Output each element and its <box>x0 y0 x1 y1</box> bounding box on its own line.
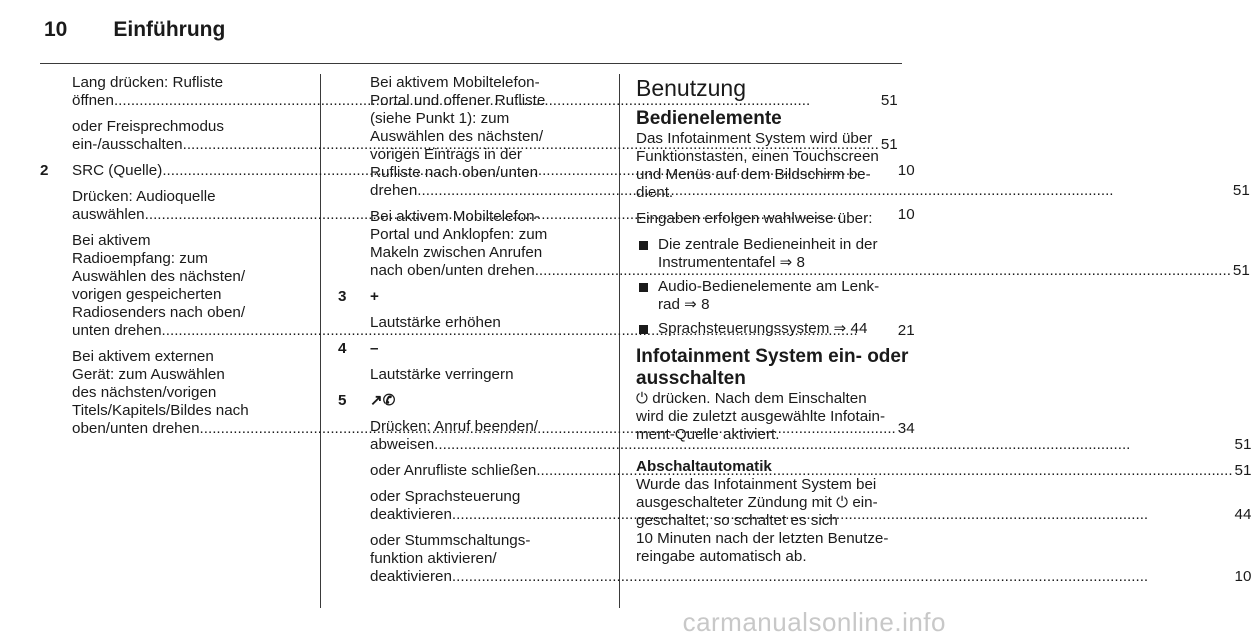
control-label: + <box>370 288 379 305</box>
power-line: ment-Quelle aktiviert. <box>636 426 780 443</box>
reference-text: ein-/ausschalten <box>72 136 183 153</box>
legend-entry <box>338 340 603 384</box>
text-line: Bei aktivem Mobiltelefon- <box>370 74 540 91</box>
intro-line: dient. <box>636 184 674 201</box>
bullet-list <box>636 236 904 338</box>
entry-number: 4 <box>338 340 347 357</box>
auto-line: ausgeschalteter Zündung mit ⏻ ein- <box>636 494 878 511</box>
entry-number <box>338 74 370 280</box>
text-line: oder Stummschaltungs- <box>370 532 531 549</box>
text-line: Makeln zwischen Anrufen <box>370 244 543 261</box>
subheading-abschaltautomatik: Abschaltautomatik <box>636 458 772 475</box>
intro-line: und Menüs auf dem Bildschirm be- <box>636 166 871 183</box>
section-heading-benutzung: Benutzung <box>636 75 746 101</box>
text-line: Lang drücken: Rufliste <box>72 74 224 91</box>
entry-paragraph <box>370 366 603 384</box>
bullet-line: rad ⇒ 8 <box>658 296 710 313</box>
page-reference-number[interactable]: 10 <box>1234 568 1251 585</box>
reference-text: oder Anrufliste schließen <box>370 462 537 479</box>
subheading-ein-ausschalten <box>636 346 909 390</box>
text-line: (siehe Punkt 1): zum <box>370 110 510 127</box>
text-line: Bei aktivem Mobiltelefon- <box>370 208 540 225</box>
page-reference-number[interactable]: 51 <box>1232 262 1250 279</box>
auto-line: Wurde das Infotainment System bei <box>636 476 877 493</box>
subheading-bedienelemente: Bedienelemente <box>636 108 782 129</box>
text-line: oder Sprachsteuerung <box>370 488 521 505</box>
bullet-item <box>636 278 904 314</box>
page-reference-number[interactable]: 10 <box>897 162 915 179</box>
page-reference-number[interactable]: 51 <box>880 136 898 153</box>
control-label: – <box>370 340 379 357</box>
reference-text: öffnen <box>72 92 114 109</box>
entry-body <box>370 340 603 384</box>
page-reference-number[interactable]: 51 <box>1232 182 1250 199</box>
bullet-square-icon <box>639 283 648 292</box>
reference-text: drehen <box>370 182 418 199</box>
text-line: Drücken: Anruf beenden/ <box>370 418 539 435</box>
bullet-line: Instrumententafel ⇒ 8 <box>658 254 805 271</box>
power-line: wird die zuletzt ausgewählte Infotain- <box>636 408 886 425</box>
text-line: vorigen gespeicherten <box>72 286 222 303</box>
page-reference-number[interactable]: 44 <box>1234 506 1251 523</box>
reference-text: oben/unten drehen <box>72 420 200 437</box>
auto-line: geschaltet, so schaltet es sich <box>636 512 838 529</box>
text-line: Auswählen des nächsten/ <box>72 268 246 285</box>
page-number: 10 <box>44 18 68 41</box>
bullet-square-icon <box>639 241 648 250</box>
page-reference-number[interactable]: 51 <box>880 92 898 109</box>
bullet-item <box>636 236 904 272</box>
page-reference-number[interactable]: 34 <box>897 420 915 437</box>
text-line: Radiosenders nach oben/ <box>72 304 246 321</box>
text-line: des nächsten/vorigen <box>72 384 217 401</box>
reference-text: SRC (Quelle) <box>72 162 163 179</box>
text-line: Rufliste nach oben/unten <box>370 164 539 181</box>
entry-number: 3 <box>338 288 347 305</box>
text-line: Radioempfang: zum <box>72 250 208 267</box>
text-line: Gerät: zum Auswählen <box>72 366 225 383</box>
text-line: Bei aktivem <box>72 232 151 249</box>
entry-body <box>370 288 603 332</box>
input-label: Eingaben erfolgen wahlweise über: <box>636 210 873 227</box>
bullet-line: Die zentrale Bedieneinheit in der <box>658 236 878 253</box>
auto-off-paragraph <box>636 476 904 566</box>
bullet-line: Audio-Bedienelemente am Lenk- <box>658 278 880 295</box>
text-line: Bei aktivem externen <box>72 348 214 365</box>
page-title: Einführung <box>113 18 226 41</box>
power-line: ⏻ drücken. Nach dem Einschalten <box>636 390 867 407</box>
intro-paragraph <box>636 130 904 202</box>
header-rule <box>40 63 902 64</box>
reference-text: abweisen <box>370 436 435 453</box>
page-reference-number[interactable]: 51 <box>1234 462 1251 479</box>
page-reference-number[interactable]: 51 <box>1234 436 1251 453</box>
reference-text: deaktivieren <box>370 568 452 585</box>
text-line: Portal und offener Rufliste <box>370 92 546 109</box>
entry-number: 2 <box>40 162 49 179</box>
reference-text: unten drehen <box>72 322 162 339</box>
reference-text: auswählen <box>72 206 145 223</box>
page-reference-number[interactable]: 21 <box>897 322 915 339</box>
entry-number: 5 <box>338 392 347 409</box>
intro-line: Das Infotainment System wird über <box>636 130 873 147</box>
power-paragraph <box>636 390 904 444</box>
control-label: ↗✆ <box>370 392 396 409</box>
bullet-line: Sprachsteuerungssystem ⇒ 44 <box>658 320 868 337</box>
page-reference-number[interactable]: 10 <box>897 206 915 223</box>
bullet-square-icon <box>639 325 648 334</box>
text-line: vorigen Eintrags in der <box>370 146 522 163</box>
auto-line: reingabe automatisch ab. <box>636 548 807 565</box>
entry-number <box>40 74 72 154</box>
text-line: funktion aktivieren/ <box>370 550 497 567</box>
text-line: oder Freisprechmodus <box>72 118 224 135</box>
entry-paragraph <box>370 314 603 332</box>
auto-line: 10 Minuten nach der letzten Benutze- <box>636 530 889 547</box>
text-line: Lautstärke verringern <box>370 366 514 383</box>
legend-entry <box>338 288 603 332</box>
watermark: carmanualsonline.info <box>682 607 946 637</box>
page-header <box>44 18 225 42</box>
text-line: Portal und Anklopfen: zum <box>370 226 548 243</box>
reference-text: deaktivieren <box>370 506 452 523</box>
text-line: Auswählen des nächsten/ <box>370 128 544 145</box>
subheading-line: ausschalten <box>636 368 746 389</box>
subheading-line: Infotainment System ein- oder <box>636 346 909 367</box>
bullet-item <box>636 320 904 338</box>
text-line: Drücken: Audioquelle <box>72 188 216 205</box>
intro-line: Funktionstasten, einen Touchscreen <box>636 148 879 165</box>
reference-text: nach oben/unten drehen <box>370 262 535 279</box>
text-line: Titels/Kapitels/Bildes nach <box>72 402 249 419</box>
text-line: Lautstärke erhöhen <box>370 314 501 331</box>
